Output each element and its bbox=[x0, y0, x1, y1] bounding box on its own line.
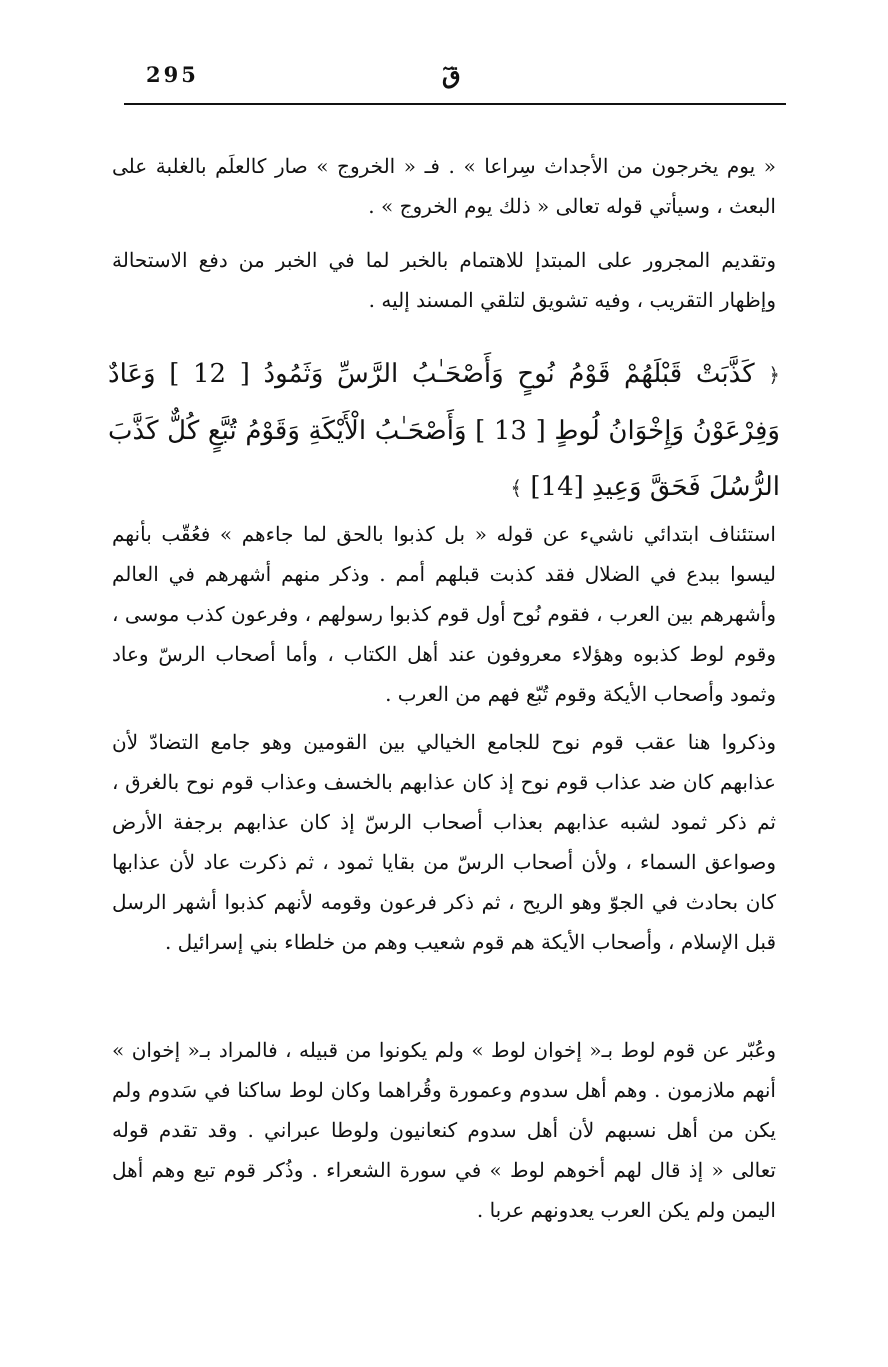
commentary-paragraph-1: استئناف ابتدائي ناشيء عن قوله « بل كذبوا بالحق لما جاءهم » فعُقّب بأنهم ليسوا ببدع في الضلال فقد كذبت قبلهم أمم . وذكر منهم أشهرهم في العالم وأشهرهم بين العرب ، فقوم نُوح أول قوم كذبوا رسولهم ، وفرعون كذب موسى ، وقوم لوط كذبوه وهؤلاء معروفون عند أهل الكتاب ، وأما أصحاب الرسّ وعاد وثمود وأصحاب الأيكة وقوم تُبّع فهم من العرب . bbox=[112, 522, 776, 706]
verse-open-bracket: ﴿ bbox=[768, 363, 781, 387]
commentary-paragraph-3: وعُبّر عن قوم لوط بـ« إخوان لوط » ولم يكونوا من قبيله ، فالمراد بـ« إخوان » أنهم ملازمون . وهم أهل سدوم وعمورة وقُراهما وكان لوط ساكنا في سَدوم ولم يكن من أهل نسبهم لأن أهل سدوم كنعانيون ولوطا عبراني . وقد تقدم قوله تعالى « إذ قال لهم أخوهم لوط » في سورة الشعراء . وذُكر قوم تبع وهم أهل اليمن ولم يكن العرب يعدونهم عربا . bbox=[112, 1038, 776, 1222]
intro-paragraph-1: « يوم يخرجون من الأجداث سِراعا » . فـ « الخروج » صار كالعلَم بالغلبة على البعث ، وسيأتي قوله تعالى « ذلك يوم الخروج » . bbox=[112, 154, 776, 218]
header-divider bbox=[124, 103, 786, 105]
page-header bbox=[124, 58, 786, 102]
intro-paragraph-2: وتقديم المجرور على المبتدإ للاهتمام بالخبر لما في الخبر من دفع الاستحالة وإظهار التقريب ، وفيه تشويق لتلقي المسند إليه . bbox=[112, 248, 776, 312]
verse-text: كَذَّبَتْ قَبْلَهُمْ قَوْمُ نُوحٍ وَأَصْحَـٰبُ الرَّسِّ وَثَمُودُ [ 12 ] وَعَادٌ وَفِرْعَوْنُ وَإِخْوَانُ لُوطٍ [ 13 ] وَأَصْحَـٰبُ الْأَيْكَةِ وَقَوْمُ تُبَّعٍ كُلٌّ كَذَّبَ الرُّسُلَ فَحَقَّ وَعِيدِ [14] bbox=[108, 359, 780, 502]
surah-name: قٓ bbox=[442, 60, 461, 89]
quran-verse-block bbox=[108, 346, 780, 516]
page-number: 295 bbox=[146, 62, 199, 87]
verse-close-bracket: ﴾ bbox=[510, 476, 523, 500]
commentary-paragraph-2: وذكروا هنا عقب قوم نوح للجامع الخيالي بين القومين وهو جامع التضادّ لأن عذابهم كان ضد عذاب قوم نوح إذ كان عذابهم بالخسف وعذاب قوم نوح بالغرق ، ثم ذكر ثمود لشبه عذابهم بعذاب أصحاب الرسّ إذ كان عذابهم برجفة الأرض وصواعق السماء ، ولأن أصحاب الرسّ من بقايا ثمود ، ثم ذكرت عاد لأن عذابها كان بحادث في الجوّ وهو الريح ، ثم ذكر فرعون وقومه لأنهم كذبوا أشهر الرسل قبل الإسلام ، وأصحاب الأيكة هم قوم شعيب وهم من خلطاء بني إسرائيل . bbox=[112, 730, 776, 954]
